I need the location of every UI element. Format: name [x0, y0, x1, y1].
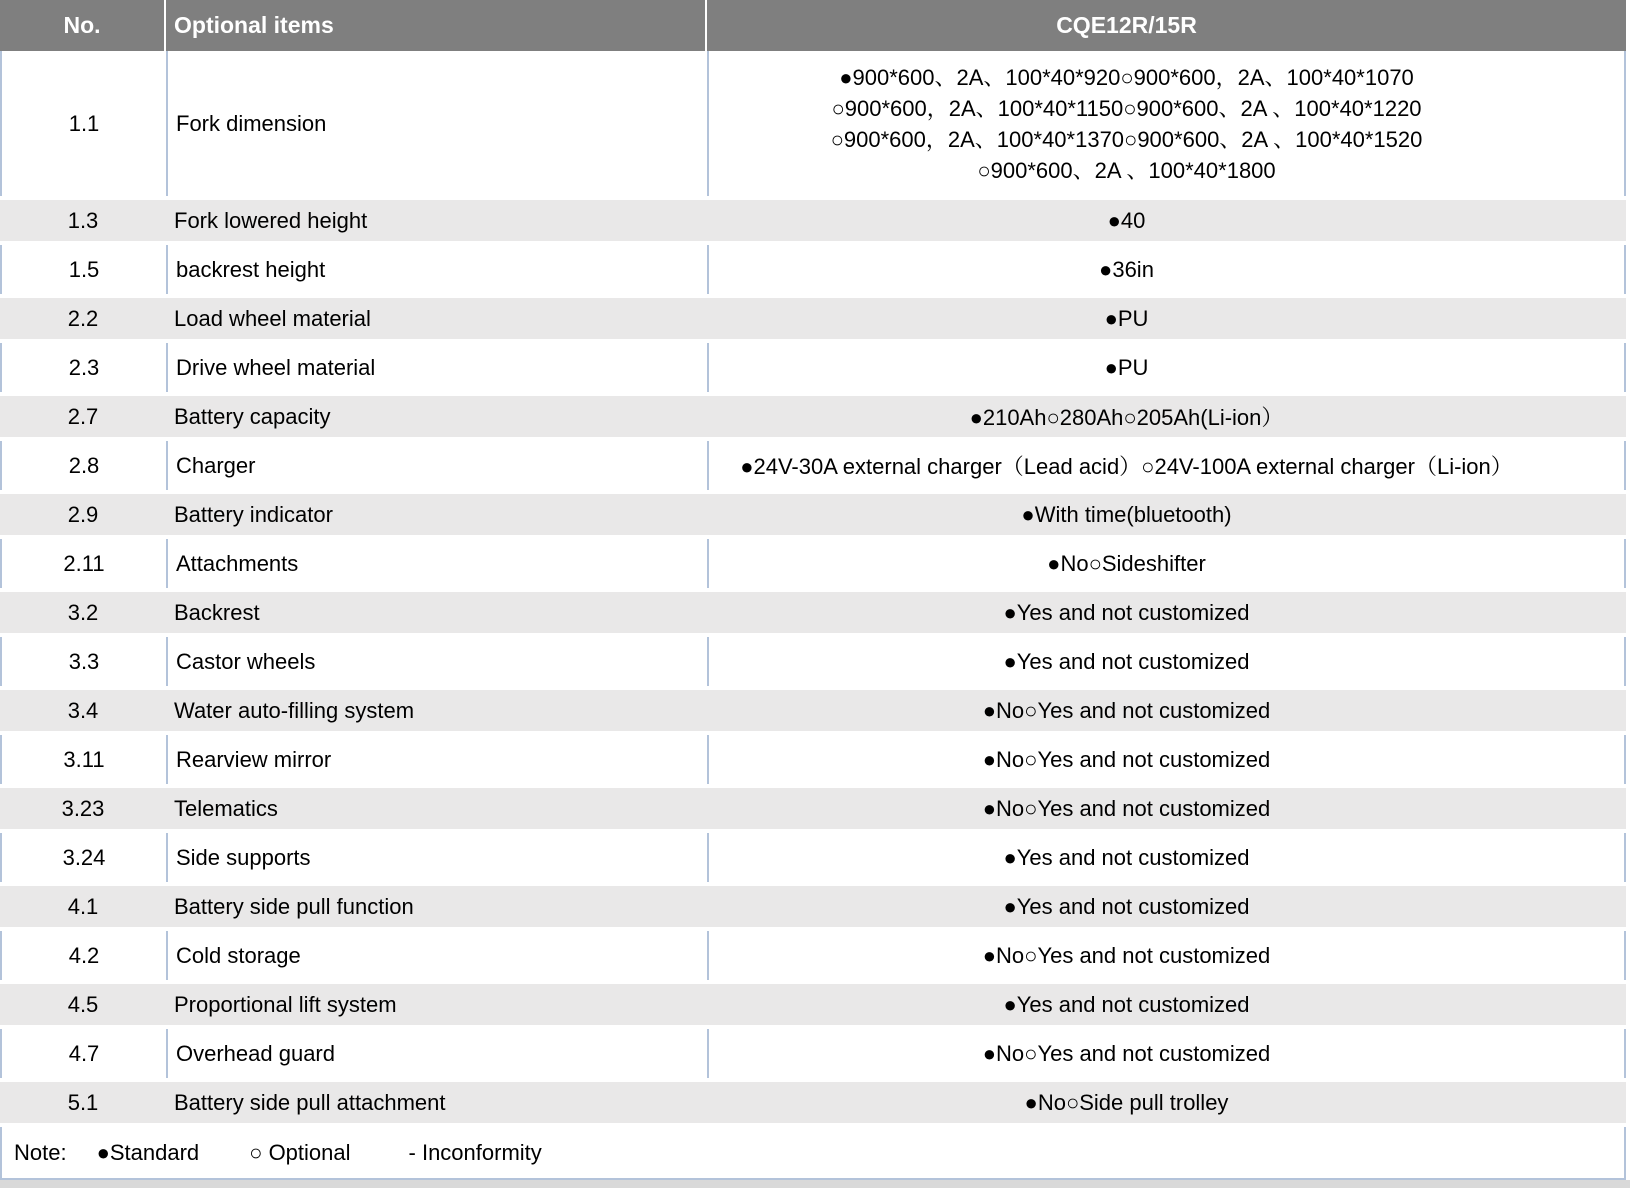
row-value: ●No○Side pull trolley: [1024, 1089, 1229, 1115]
row-item-label: Charger: [168, 441, 709, 490]
row-item-label: Battery capacity: [174, 403, 331, 429]
row-number: 2.2: [67, 305, 99, 331]
row-value: ●No○Yes and not customized: [982, 795, 1271, 821]
row-item-label: Fork dimension: [168, 51, 709, 196]
row-value: ●No○Yes and not customized: [982, 1040, 1271, 1066]
table-row: [0, 588, 1626, 637]
row-number: 3.23: [61, 795, 105, 821]
row-value: ●PU: [1104, 305, 1149, 331]
row-item-label: Rearview mirror: [168, 735, 709, 784]
row-number: 3.11: [2, 735, 168, 784]
table-row: [0, 637, 1626, 686]
row-item-label: Fork lowered height: [174, 207, 368, 233]
table-row: [0, 539, 1626, 588]
bottom-strip: [0, 1180, 1630, 1188]
row-value: ●PU: [1104, 354, 1149, 380]
table-header-row: [0, 0, 1626, 51]
row-number: 4.1: [67, 893, 99, 919]
column-header-optional-items: Optional items: [166, 0, 707, 51]
row-number: 2.9: [67, 501, 99, 527]
table-row: [0, 784, 1626, 833]
row-item-label: Castor wheels: [168, 637, 709, 686]
note-label: Note:: [14, 1139, 67, 1165]
table-row: [0, 294, 1626, 343]
row-number: 3.3: [2, 637, 168, 686]
row-value: ●Yes and not customized: [1003, 893, 1250, 919]
value-line: ○900*600，2A、100*40*1370○900*600、2A 、100*40*1520: [830, 126, 1423, 152]
row-number: 2.3: [2, 343, 168, 392]
table-row: [0, 245, 1626, 294]
row-item-label: Drive wheel material: [168, 343, 709, 392]
row-number: 2.11: [2, 539, 168, 588]
row-value: ●No○Yes and not customized: [982, 942, 1271, 968]
row-item-label: Side supports: [168, 833, 709, 882]
table-row: [0, 196, 1626, 245]
row-item-label: Overhead guard: [168, 1029, 709, 1078]
row-number: 2.8: [2, 441, 168, 490]
row-number: 1.1: [2, 51, 168, 196]
row-number: 3.4: [67, 697, 99, 723]
row-item-label: Proportional lift system: [174, 991, 397, 1017]
row-number: 4.2: [2, 931, 168, 980]
row-item-label: Battery indicator: [174, 501, 333, 527]
row-item-label: Telematics: [174, 795, 278, 821]
row-number: 4.7: [2, 1029, 168, 1078]
row-value: ●Yes and not customized: [1003, 991, 1250, 1017]
row-item-label: backrest height: [168, 245, 709, 294]
row-item-label: Attachments: [168, 539, 709, 588]
value-line: ○900*600，2A、100*40*1150○900*600、2A 、100*40*1220: [831, 95, 1422, 121]
value-line: ●900*600、2A、100*40*920○900*600，2A、100*40*1070: [839, 64, 1414, 90]
note-row: [0, 1127, 1626, 1180]
table-row: [0, 392, 1626, 441]
table-row: [0, 980, 1626, 1029]
column-header-no: No.: [0, 0, 166, 51]
row-value: ●No○Yes and not customized: [982, 697, 1271, 723]
row-item-label: Battery side pull attachment: [174, 1089, 446, 1115]
legend-optional: ○ Optional: [249, 1139, 351, 1165]
table-row: [0, 51, 1626, 196]
row-value: [709, 51, 1624, 196]
column-header-model: CQE12R/15R: [1056, 12, 1197, 38]
table-row: [0, 686, 1626, 735]
row-value: ●Yes and not customized: [1003, 648, 1250, 674]
row-value: ●24V-30A external charger（Lead acid）○24V-100A external charger（Li-ion）: [740, 454, 1513, 479]
row-value: ●Yes and not customized: [1003, 844, 1250, 870]
row-value: ●With time(bluetooth): [1021, 501, 1232, 527]
value-line: ○900*600、2A 、100*40*1800: [977, 157, 1276, 183]
row-number: 4.5: [67, 991, 99, 1017]
table-row: [0, 490, 1626, 539]
row-number: 3.24: [2, 833, 168, 882]
row-value: ●210Ah○280Ah○205Ah(Li-ion）: [969, 405, 1284, 430]
row-number: 1.3: [67, 207, 99, 233]
table-row: [0, 1029, 1626, 1078]
row-number: 1.5: [2, 245, 168, 294]
row-item-label: Cold storage: [168, 931, 709, 980]
table-row: [0, 931, 1626, 980]
row-number: 5.1: [67, 1089, 99, 1115]
row-item-label: Load wheel material: [174, 305, 371, 331]
table-row: [0, 343, 1626, 392]
row-number: 2.7: [67, 403, 99, 429]
table-row: [0, 441, 1626, 490]
row-item-label: Water auto-filling system: [174, 697, 415, 723]
table-row: [0, 882, 1626, 931]
row-value: ●40: [1107, 207, 1146, 233]
table-body: [0, 51, 1626, 1127]
legend-inconformity: - Inconformity: [408, 1139, 542, 1165]
row-value: ●Yes and not customized: [1003, 599, 1250, 625]
table-row: [0, 833, 1626, 882]
row-value: ●No○Sideshifter: [1047, 550, 1206, 576]
table-row: [0, 1078, 1626, 1127]
legend-standard: ●Standard: [96, 1139, 200, 1165]
row-value: ●36in: [1099, 256, 1154, 282]
table-row: [0, 735, 1626, 784]
row-item-label: Battery side pull function: [174, 893, 414, 919]
row-number: 3.2: [67, 599, 99, 625]
row-value: ●No○Yes and not customized: [982, 746, 1271, 772]
row-item-label: Backrest: [174, 599, 260, 625]
